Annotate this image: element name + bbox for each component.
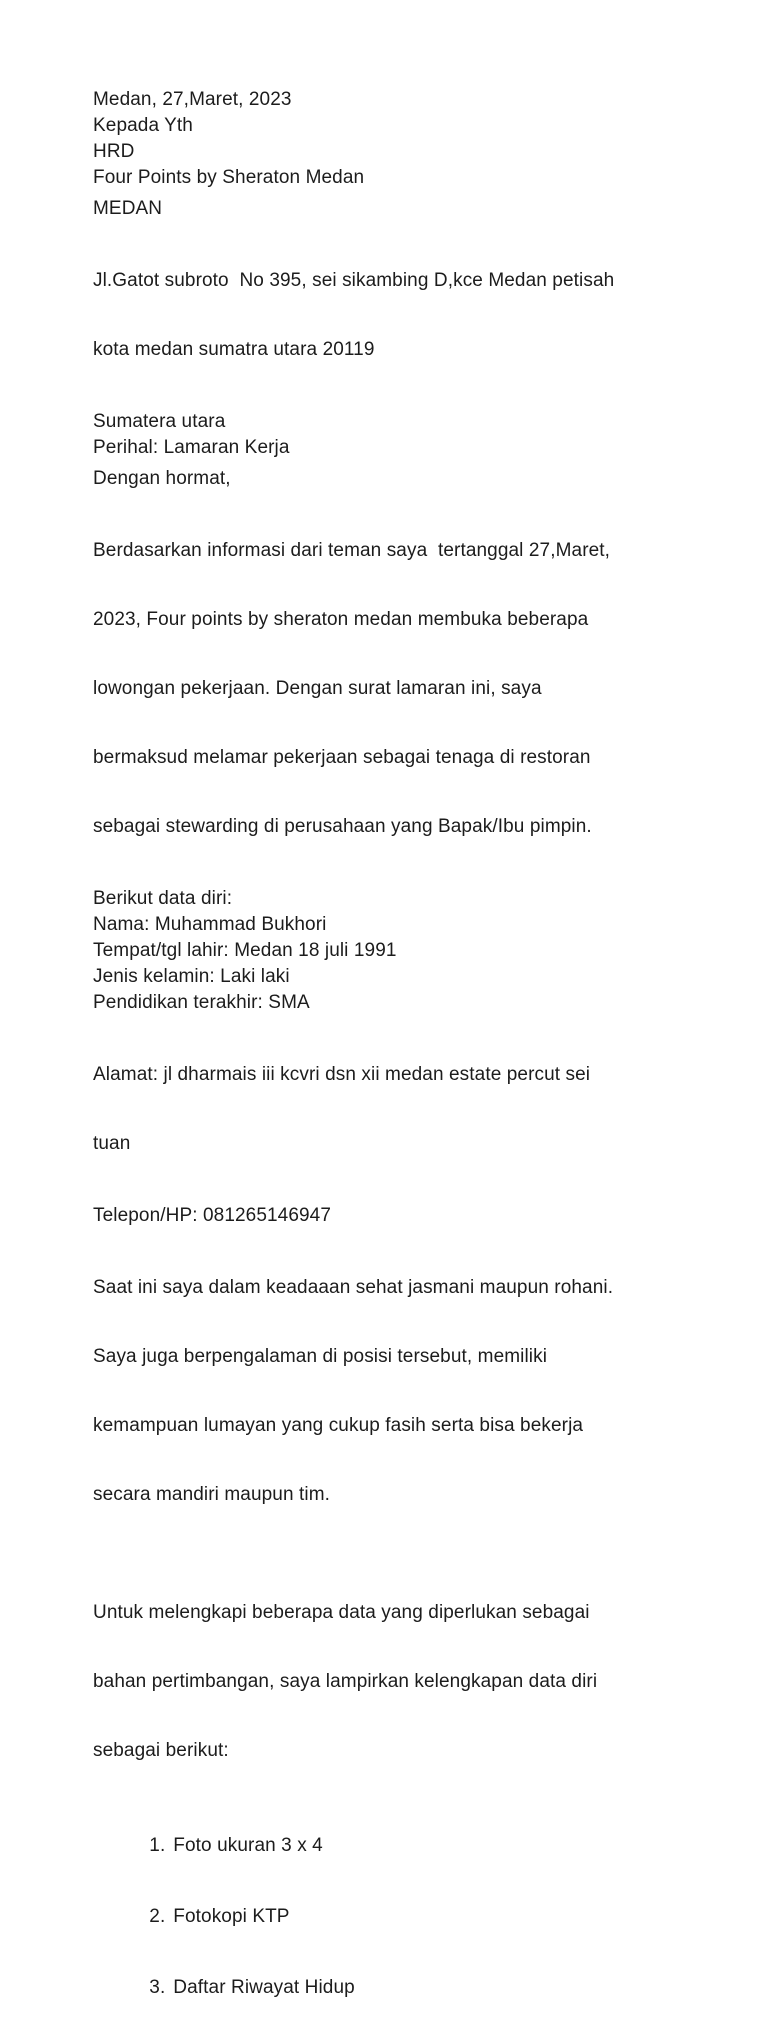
recipient-company: Four Points by Sheraton Medan <box>93 167 365 188</box>
personal-data-heading: Berikut data diri: <box>93 888 233 909</box>
list-item <box>117 1953 693 2022</box>
letter-date: Medan, 27,Maret, 2023 <box>93 89 292 110</box>
list-item-number: 1. <box>149 1835 166 1856</box>
closing-line: sebagai berikut: <box>93 1740 229 1761</box>
letter-document <box>93 88 693 2024</box>
applicant-address-line: tuan <box>93 1133 131 1154</box>
applicant-address-line: Alamat: jl dharmais iii kcvri dsn xii medan estate percut sei <box>93 1064 591 1085</box>
recipient-address-line: Jl.Gatot subroto No 395, sei sikambing D,kce Medan petisah <box>93 270 615 291</box>
list-item <box>117 1811 693 1880</box>
list-item-text: Foto ukuran 3 x 4 <box>173 1835 323 1856</box>
intro-line: bermaksud melamar pekerjaan sebagai tenaga di restoran <box>93 747 591 768</box>
closing-line: bahan pertimbangan, saya lampirkan kelengkapan data diri <box>93 1671 598 1692</box>
health-line: kemampuan lumayan yang cukup fasih serta bisa bekerja <box>93 1415 584 1436</box>
list-item-text: Daftar Riwayat Hidup <box>173 1977 355 1998</box>
recipient-department: HRD <box>93 141 135 162</box>
health-line: Saya juga berpengalaman di posisi tersebut, memiliki <box>93 1346 548 1367</box>
list-item-number: 3. <box>149 1977 166 1998</box>
letter-greeting: Dengan hormat, <box>93 468 231 489</box>
applicant-gender: Jenis kelamin: Laki laki <box>93 966 290 987</box>
list-item-text: Fotokopi KTP <box>173 1906 290 1927</box>
closing-line: Untuk melengkapi beberapa data yang diperlukan sebagai <box>93 1602 590 1623</box>
applicant-name: Nama: Muhammad Bukhori <box>93 914 327 935</box>
applicant-birth: Tempat/tgl lahir: Medan 18 juli 1991 <box>93 940 397 961</box>
health-line: Saat ini saya dalam keadaaan sehat jasmani maupun rohani. <box>93 1277 614 1298</box>
health-paragraph <box>93 1230 693 1552</box>
intro-line: sebagai stewarding di perusahaan yang Bapak/Ibu pimpin. <box>93 816 592 837</box>
attachments-list <box>93 1811 693 2022</box>
list-item <box>117 1882 693 1951</box>
list-item-number: 2. <box>149 1906 166 1927</box>
recipient-salutation: Kepada Yth <box>93 115 193 136</box>
recipient-address <box>93 223 693 407</box>
letter-subject: Perihal: Lamaran Kerja <box>93 437 290 458</box>
intro-line: lowongan pekerjaan. Dengan surat lamaran ini, saya <box>93 678 542 699</box>
applicant-phone: Telepon/HP: 081265146947 <box>93 1205 331 1226</box>
closing-paragraph <box>93 1555 693 1808</box>
recipient-address-line: kota medan sumatra utara 20119 <box>93 339 375 360</box>
applicant-address <box>93 1017 693 1201</box>
health-line: secara mandiri maupun tim. <box>93 1484 331 1505</box>
intro-line: Berdasarkan informasi dari teman saya tertanggal 27,Maret, <box>93 540 611 561</box>
applicant-education: Pendidikan terakhir: SMA <box>93 992 310 1013</box>
intro-line: 2023, Four points by sheraton medan membuka beberapa <box>93 609 589 630</box>
intro-paragraph <box>93 493 693 884</box>
recipient-city: MEDAN <box>93 198 163 219</box>
recipient-province: Sumatera utara <box>93 411 226 432</box>
